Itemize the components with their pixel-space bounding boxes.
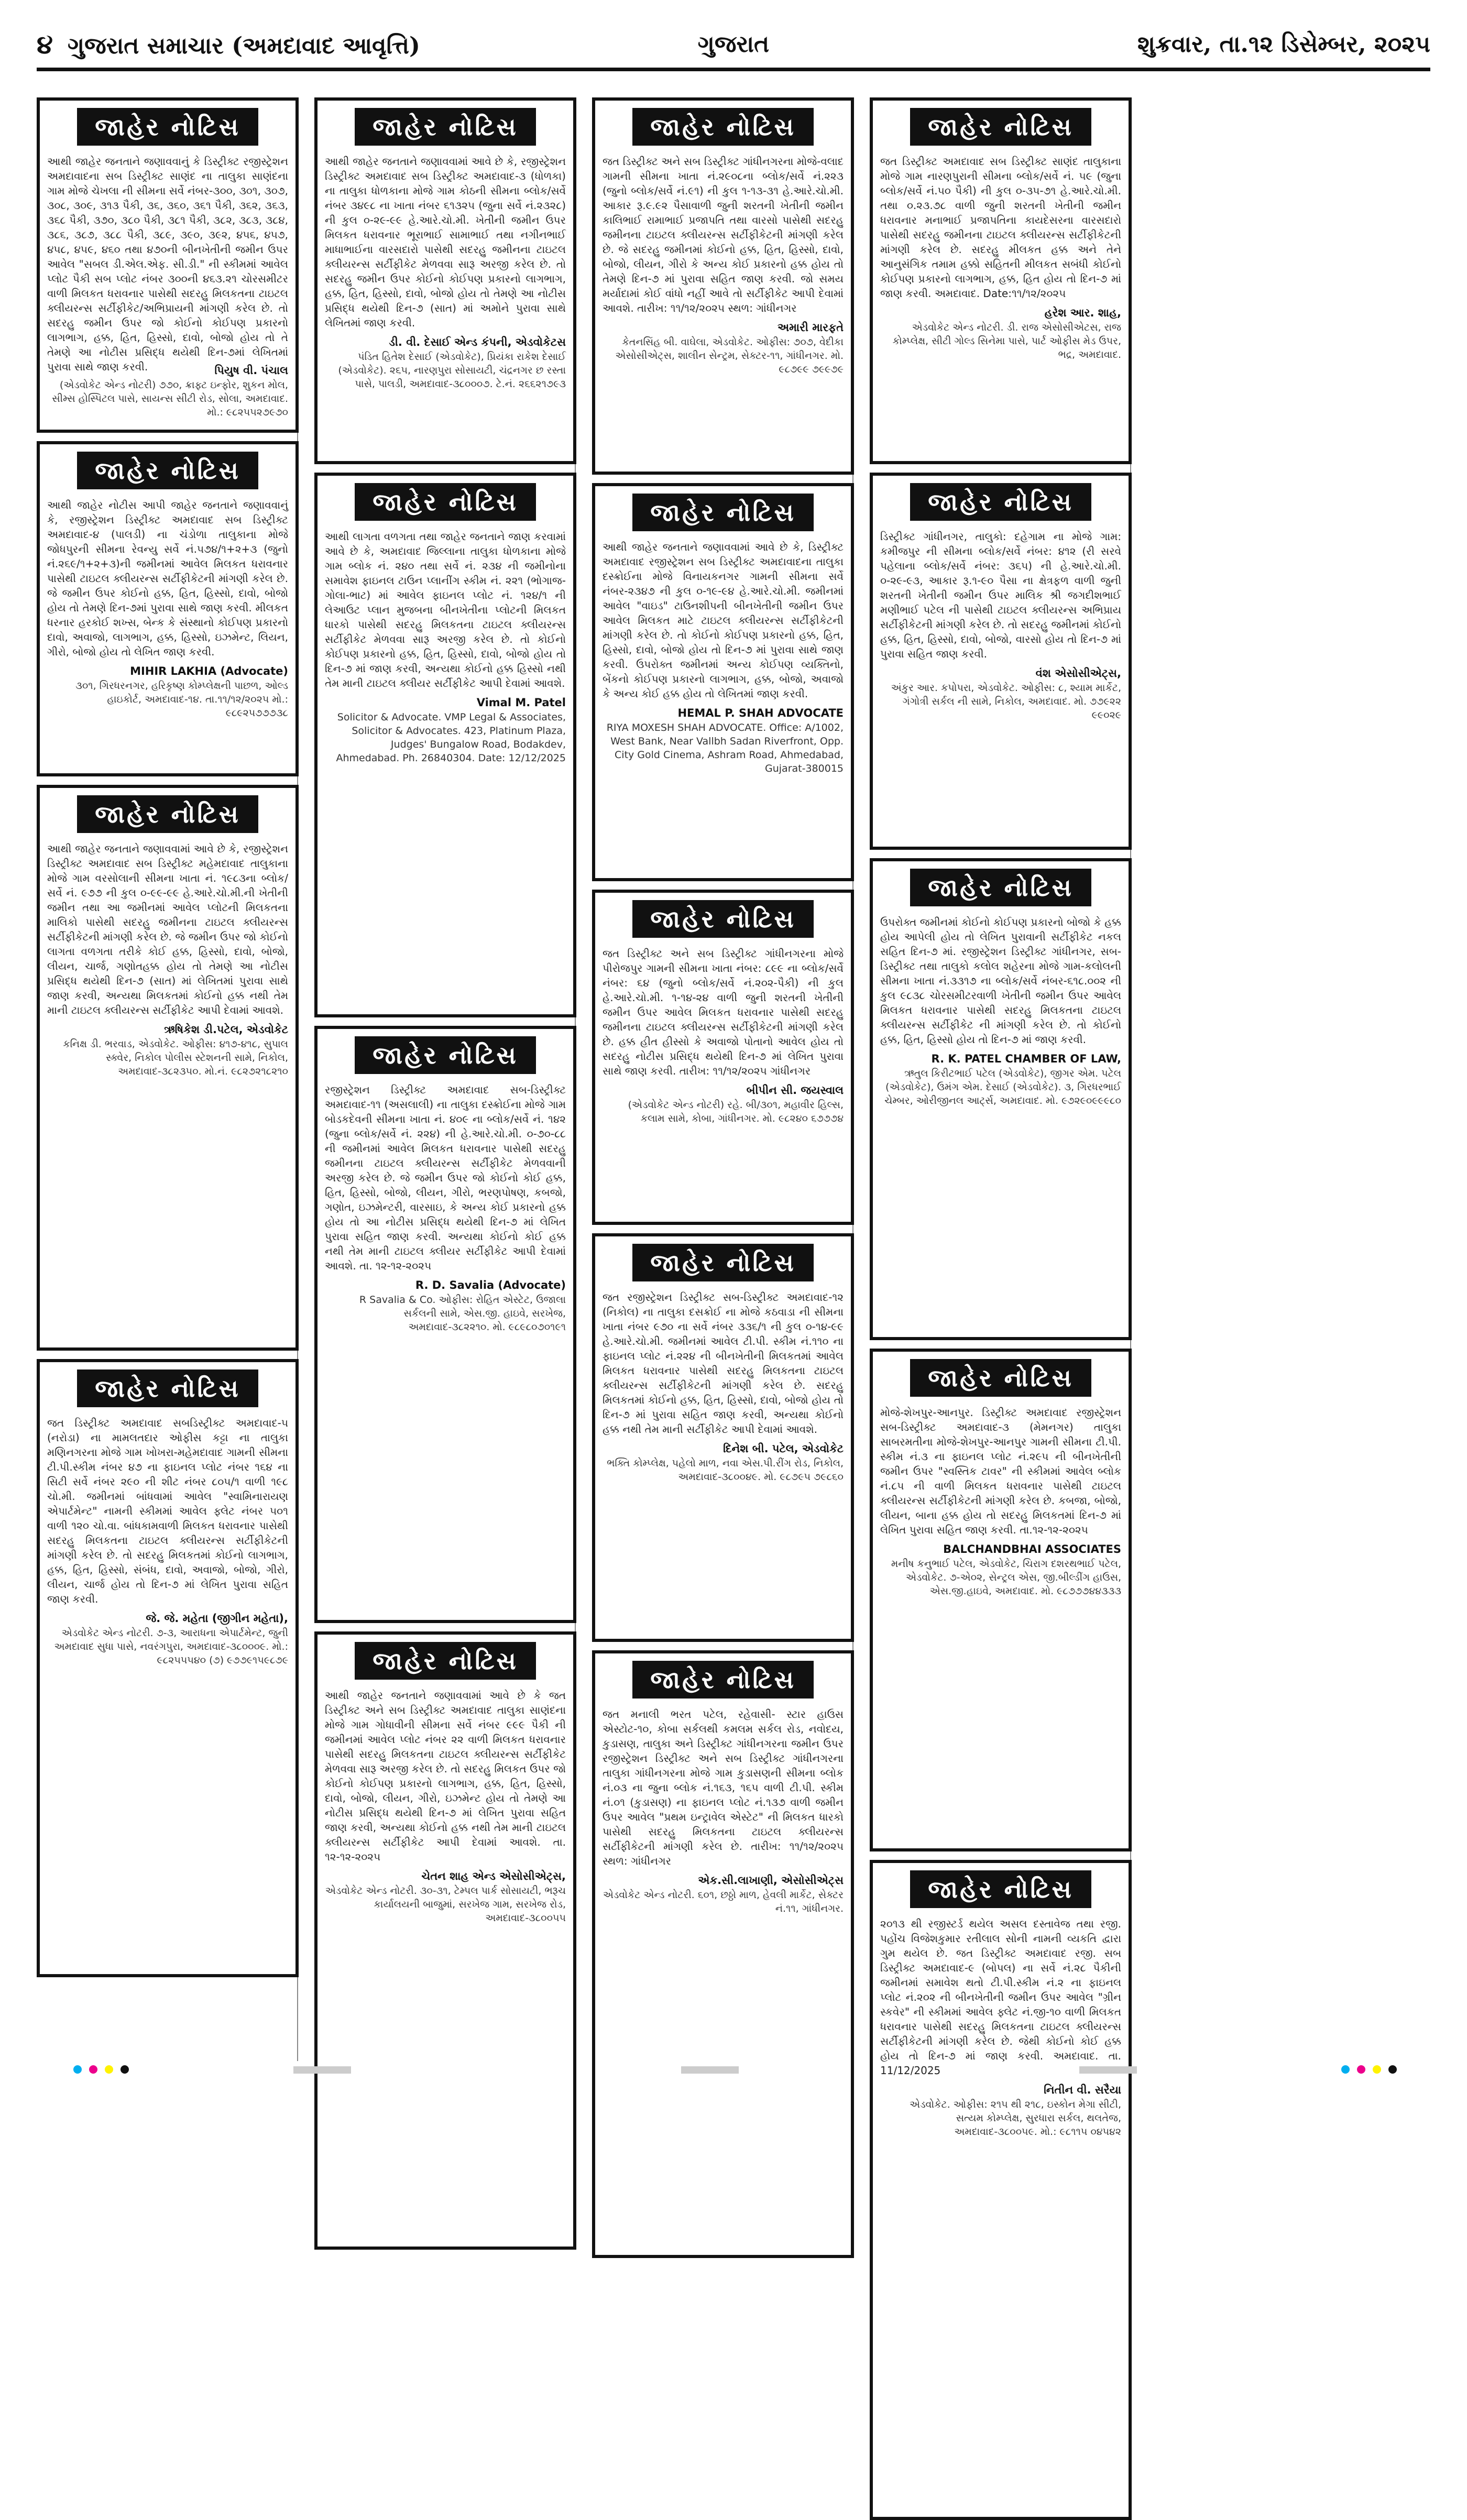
cyan-mark: [73, 2065, 82, 2074]
public-notice: [592, 1233, 854, 1642]
notice-heading-label: જાહેર નોટિસ: [77, 108, 258, 146]
notice-body: ઉપરોક્ત જમીનમાં કોઈનો કોઈપણ પ્રકારનો બોજો કે હક્ક હોય આપેલી હોય તો લેખિત પુરાવાની સર્ટીફીકેટ નકલ સહિત દિન-૭ માં. રજીસ્ટ્રેશન ડિસ્ટ્રીક્ટ ગાંધીનગર, સબ-ડિસ્ટ્રીક્ટ તથા તાલુકો કલોલ શહેરના મોજે ગામ-કલોલની સીમના ખાતા નં.૩૩૧૭ ના બ્લોક/સર્વે નંબર-૬૧૮.૦૦૨ ની કુલ ૯૮૩૮ ચોરસમીટરવાળી ખેતીની જમીન ઉપર આવેલ મિલકત ધરાવનાર પાસેથી સદરહુ મિલકતના ટાઇટલ ક્લીયરન્સ સર્ટીફીકેટ ની માંગણી કરેલ છે. તો કોઈનો હક્ક, હિત, હિસ્સો હોય તો દિન-૭ માં જાણ કરવી.: [880, 916, 1125, 1046]
public-notice: [870, 473, 1132, 850]
notice-signatory-address: કેતનસિંહ બી. વાઘેલા, એડવોકેટ. ઓફીસ: ૭૦૭, વેદીકા એસોસીએટ્સ, શાલીન સેન્ટ્રમ, સેક્ટર-૧૧, ગાંધીનગર. મો. ૯૮૭૯૯ ૭૯૯૭૯: [615, 336, 844, 375]
notice-body: આથી જાહેર નોટીસ આપી જાહેર જનતાને જણાવવાનું કે, રજીસ્ટ્રેશન ડિસ્ટ્રીક્ટ અમદાવાદ સબ ડિસ્ટ્રીક્ટ અમદાવાદ-૪ (પાલડી) ના ચંડોળા તાલુકાના મોજે જોધપુરની સીમના રેવન્યુ સર્વે નં.૫૭૪/૧+૨+૩ (જુનો નં.૨૬૯/૧+૨+૩)ની જમીનમાં આવેલ મિલકત ધરાવનાર પાસેથી ટાઇટલ ક્લીયરન્સ સર્ટીફીકેટની માંગણી કરેલ છે. જે જમીન ઉપર કોઈનો હક્ક, હિત, હિસ્સો, દાવો, બોજો હોય તો તેમણે દિન-૭માં પુરાવા સાથે જાણ કરવી. મીલકત ધરનાર હરકોઈ શખ્સ, બેન્ક કે સંસ્થાનો કોઈપણ પ્રકારનો દાવો, અવાજો, લાગભાગ, હક્ક, હિસ્સો, ઇઝમેન્ટ, લિયન, ગીરો, બોજો હોય તો લેખિત જાણ કરવી.: [47, 499, 292, 658]
notice-body: આથી જાહેર જનતાને જણાવવામાં આવે છે કે, રજીસ્ટ્રેશન ડિસ્ટ્રીક્ટ અમદાવાદ સબ ડિસ્ટ્રીક્ટ મહેમદાવાદ તાલુકાના મોજે ગામ વરસોલાની સીમના ખાતા નં. ૧૯૮૩ના બ્લોક/સર્વે નં. ૯૭૭ ની કુલ ૦-૯૯-૯૯ હે.આરે.ચો.મી.ની ખેતીની જમીન તથા આ જમીનમાં આવેલ પ્લોટની મિલકતના માલિકો પાસેથી સદરહુ જમીનના ટાઇટલ ક્લીયરન્સ સર્ટીફીકેટની માંગણી કરેલ છે. જે જમીન ઉપર જો કોઈનો લાગતા વળગતા તરીકે કોઈ હક્ક, હિસ્સો, દાવો, બોજો, લીયન, ચાર્જ, ગણોતહક્ક હોય તો તેમણે આ નોટીસ પ્રસિદ્ધ થયેથી દિન-૭ (સાત) માં લેખિતમાં પુરાવા સાથે જાણ કરવી, અન્યથા મિલકતમાં કોઈનો હક્ક નથી તેમ માની ટાઇટલ ક્લીયરન્સ સર્ટીફીકેટ આપી દેવામાં આવશે.: [47, 842, 292, 1016]
section-title: ગુજરાત: [697, 31, 770, 58]
public-notice: [37, 785, 299, 1351]
public-notice: [314, 1026, 576, 1623]
column-2: [314, 97, 576, 2061]
notice-signatory-address: અંકુર આર. કપોપરા, એડવોકેટ. ઓફીસ: ૮, શ્યામ માર્કેટ, ગંગોત્રી સર્કલ ની સામે, નિકોલ, અમદાવાદ. મો. ૭૭૯૨૨ ૯૯૦૨૯: [891, 682, 1121, 721]
notice-body: આથી જાહેર જનતાને જણાવવામાં આવે છે કે, રજીસ્ટ્રેશન ડિસ્ટ્રીક્ટ અમદાવાદ સબ ડિસ્ટ્રીક્ટ અમદાવાદ-૩ (ધોળકા) ના તાલુકા ધોળકાના મોજે ગામ કોઠની સીમના બ્લોક/સર્વે નંબર ૩૪૯૮ ના ખાતા નંબર ૬૧૩૨૫ (જુના સર્વે નં.૨૩૨૮) ની કુલ ૦-૨૯-૯૯ હે.આરે.ચો.મી. ખેતીની જમીન ઉપર મિલકત ધરાવનાર ભૂરાભાઈ સામાભાઈ તથા નગીનભાઈ માધાભાઈના વારસદારો પાસેથી સદરહુ જમીનના ટાઇટલ ક્લીયરન્સ સર્ટીફીકેટ મેળવવા સારૂ અરજી કરેલ છે. તો સદરહુ જમીન ઉપર કોઈનો કોઈપણ પ્રકારનો લાગભાગ, હક્ક, હિત, હિસ્સો, દાવો, બોજો હોય તો તેમણે આ નોટીસ પ્રસિદ્ધ થયેથી દિન-૭ (સાત) માં અમોને પુરાવા સાથે લેખિતમાં જાણ કરવી.: [325, 155, 570, 329]
public-notice: [870, 1349, 1132, 1851]
yellow-mark: [105, 2065, 113, 2074]
page-number: ૪: [37, 29, 53, 60]
notice-signatory-address: પંડિત હિતેશ દેસાઈ (એડવોકેટ), પ્રિયંકા રાકેશ દેસાઈ (એડવોકેટ). ૨૬૫, નારણપુરા સોસાયટી, ચંદ્રનગર છ રસ્તા પાસે, પાલડી, અમદાવાદ-૩૮૦૦૦૭. ટે.નં. ૨૬૬૨૧૭૯૩: [338, 351, 566, 390]
gray-strip: [293, 2066, 351, 2074]
notice-heading-label: જાહેર નોટિસ: [77, 795, 258, 833]
notice-heading: [880, 108, 1121, 149]
notice-signatory-address: એડવોકેટ એન્ડ નોટરી. ૩૦-૩૧, ટેમ્પલ પાર્ક સોસાયટી, ભરૂચ કાર્યાલયની બાજુમાં, સરખેજ ગામ, સરખેજ રોડ, અમદાવાદ-૩૮૦૦૫૫: [325, 1885, 566, 1924]
notice-heading: [47, 795, 288, 836]
notice-signatory-address: ૩૦૧, ગિરધરનગર, હરિકૃષ્ણ કોમ્પ્લેક્ષની પાછળ, ઓલ્ડ હાઇકોર્ટ, અમદાવાદ-૧૪. તા.૧૧/૧૨/૨૦૨૫ મો.: ૯૮૯૨૫૭૭૭૩૮: [75, 680, 288, 719]
public-notice: [592, 483, 854, 881]
notice-body: આથી જાહેર જનતાને જણાવવામાં આવે છે કે, ડિસ્ટ્રીક્ટ અમદાવાદ રજીસ્ટ્રેશન સબ ડિસ્ટ્રીક્ટ અમદાવાદના તાલુકા દસ્ક્રોઈના મોજે વિનાયકનગર ગામની સીમના સર્વે નંબર-૨૩૪૭ ની કુલ ૦-૧૯-૯૪ હે.આરે.ચો.મી. જમીનમાં આવેલ "વાઇડ" ટાઉનશીપની બીનખેતીની જમીન ઉપર આવેલ મિલકત માટે ટાઇટલ ક્લીયરન્સ સર્ટીફીકેટની માંગણી કરેલ છે. તો કોઈનો કોઈપણ પ્રકારનો હક્ક, હિત, હિસ્સો, દાવો, બોજો હોય તો દિન-૭ માં પુરાવા સાથે જાણ કરવી. ઉપરોક્ત જમીનમાં અન્ય કોઈપણ વ્યક્તિનો, બેંકનો કોઈપણ પ્રકારનો લાગભાગ, હક્ક, બોજો, અવાજો કે અન્ય કોઈ હક્ક હોય તો લેખિતમાં જાણ કરવી.: [603, 541, 847, 700]
notice-heading: [603, 1244, 844, 1285]
public-notice: [37, 97, 299, 433]
notice-heading-label: જાહેર નોટિસ: [355, 1036, 536, 1074]
notice-signatory: હરેશ આર. શાહ,: [1044, 306, 1121, 319]
notice-signatory-address: R Savalia & Co. ઓફીસ: રોહિત એસ્ટેટ, ઉજાલા સર્કલની સામે, એસ.જી. હાઇવે, સરખેજ, અમદાવાદ-૩૮૨૨૧૦. મો. ૯૮૯૮૦૭૦૧૯૧: [359, 1294, 566, 1333]
notice-signatory: R. K. PATEL CHAMBER OF LAW,: [931, 1053, 1121, 1065]
notice-heading: [325, 483, 566, 524]
notice-body: મોજે-શેખપુર-આનપુર. ડિસ્ટ્રીક્ટ અમદાવાદ રજીસ્ટ્રેશન સબ-ડિસ્ટ્રીક્ટ અમદાવાદ-૩ (મેમનગર) તાલુકા સાબરમતીના મોજે-શેખપુર-આનપુર ગામની સીમના ટી.પી. સ્કીમ નં.૩ ના ફાઇનલ પ્લોટ નં.૨૯૫ ની બીનખેતીની જમીન ઉપર "સ્વસ્તિક ટાવર" ની સ્કીમમાં આવેલ બ્લોક નં.૮૫ ની વાળી મિલકત ધરાવનાર પાસેથી ટાઇટલ ક્લીયરન્સ સર્ટીફીકેટની માંગણી કરેલ છે. કબજા, બોજો, લીયન, બાના હક્ક હોય તો સદરહુ મિલકતમાં દિન-૭ માં લેખિત પુરાવા સહિત જાણ કરવી. તા.૧૨-૧૨-૨૦૨૫: [880, 1406, 1125, 1536]
notice-heading: [325, 1642, 566, 1683]
notice-signatory-address: RIYA MOXESH SHAH ADVOCATE. Office: A/1002, West Bank, Near Vallbh Sadan Riverfront, Opp. City Gold Cinema, Ashram Road, Ahmedabad, Gujarat-380015: [606, 722, 844, 774]
notice-heading-label: જાહેર નોટિસ: [355, 1642, 536, 1680]
notice-heading: [603, 900, 844, 941]
notice-signatory-address: એડવોકેટ એન્ડ નોટરી. ૬૦૧, છઠ્ઠો માળ, હેવલી માર્કેટ, સેક્ટર નં.૧૧, ગાંધીનગર.: [603, 1889, 844, 1914]
notice-body: જત મનાલી ભરત પટેલ, રહેવાસી- સ્ટાર હાઉસ એસ્ટોટ-૧૦, કોબા સર્કલથી કમલમ સર્કલ રોડ, નવોદય, કુડાસણ, તાલુકા અને ડિસ્ટ્રીક્ટ ગાંધીનગરના જમીન ઉપર રજીસ્ટ્રેશન ડિસ્ટ્રીક્ટ અને સબ ડિસ્ટ્રીક્ટ ગાંધીનગરના તાલુકા ગાંધીનગરના મોજે ગામ કુડાસણની સીમના બ્લોક નં.૦૩ ના જુના બ્લોક નં.૧૬૩, ૧૬૫ વાળી ટી.પી. સ્કીમ નં.૦૧ (કુડાસણ) ના ફાઇનલ પ્લોટ નં.૧૩૭ વાળી જમીન ઉપર આવેલ "પ્રથમ ઇન્ટ્રાવેલ એસ્ટેટ" ની મિલકત ધારકો પાસેથી સદરહુ મિલકતના ટાઇટલ ક્લીયરન્સ સર્ટીફીકેટની માંગણી કરેલ છે. તારીખ: ૧૧/૧૨/૨૦૨૫ સ્થળ: ગાંધીનગર: [603, 1708, 847, 1867]
notice-body: જત ડિસ્ટ્રીક્ટ અને સબ ડિસ્ટ્રીક્ટ ગાંધીનગરના મોજે-વલાદ ગામની સીમના ખાતા નં.૨૯૦૮ના બ્લોક/સર્વે નં.૨૨૩ (જુનો બ્લોક/સર્વે નં.૯૧) ની કુલ ૧-૧૩-૩૧ હે.આરે.ચો.મી. આકાર રૂ.૯.૯૨ પૈસાવાળી જુની શરતની ખેતીની જમીન કાલિભાઈ રામાભાઈ પ્રજાપતિ તથા વારસો પાસેથી સદરહુ જમીનના ટાઇટલ ક્લીયરન્સ સર્ટીફીકેટની માંગણી કરેલ છે. જે સદરહુ જમીનમાં કોઈનો હક્ક, હિત, હિસ્સો, દાવો, બોજો, લીયન, ગીરો કે અન્ય કોઈ પ્રકારનો હક્ક હોય તો તેમણે દિન-૭ માં પુરાવા સહિત જાણ કરવી. જો સમય મર્યાદામાં કોઈ વાંધો નહીં આવે તો સર્ટીફીકેટ આપી દેવામાં આવશે. તારીખ: ૧૧/૧૨/૨૦૨૫ સ્થળ: ગાંધીનગર: [603, 155, 847, 314]
notice-body: જત ડિસ્ટ્રીક્ટ અમદાવાદ સબડિસ્ટ્રીક્ટ અમદાવાદ-૫ (નરોડા) ના મામલતદાર ઓફીસ કટ્ટા ના તાલુકા મણિનગરના મોજે ગામ ખોખરા-મહેમદાવાદ ગામની સીમના ટી.પી.સ્કીમ નંબર ૪૭ ના ફાઇનલ પ્લોટ નંબર ૧૬૪ ના સિટી સર્વે નંબર ૨૯૦ ની શીટ નંબર ૮૦૫/૧ વાળી ૧૯૮ ચો.મી. જમીનમાં બાંધવામાં આવેલ "સ્વામિનારાયણ એપાર્ટમેન્ટ" નામની સ્કીમમાં આવેલ ફ્લેટ નંબર ૫૦૧ વાળી ૧૨૦ ચો.વા. બાંધકામવાળી મિલકત ધરાવનાર પાસેથી સદરહુ મિલકતના ટાઇટલ ક્લીયરન્સ સર્ટીફીકેટની માંગણી કરેલ છે. તો સદરહુ મિલકતમાં કોઈનો લાગભાગ, હક્ક, હિત, હિસ્સો, સંબંધ, દાવો, અવાજો, બોજો, ગીરો, લીયન, ચાર્જ હોય તો દિન-૭ માં લેખિત પુરાવા સહિત જાણ કરવી.: [47, 1417, 292, 1605]
notice-signatory: R. D. Savalia (Advocate): [415, 1279, 566, 1291]
notice-heading: [47, 1369, 288, 1410]
notice-signatory: પિયુષ વી. પંચાલ: [214, 364, 288, 377]
notice-signatory-address: (એડવોકેટ એન્ડ નોટરી) રહે. બી/૩૦૧, મહાવીર હિલ્સ, કલામ સામે, કોબા, ગાંધીનગર. મો. ૯૮૨૪૦ ૬૭૭૭૪: [628, 1099, 844, 1124]
notice-body: ડિસ્ટ્રીક્ટ ગાંધીનગર, તાલુકો: દહેગામ ના મોજે ગામ: કમીજપુર ની સીમના બ્લોક/સર્વે નંબર: ૪૧૨ (રી સરવે પહેલાના બ્લોક/સર્વે નંબર: ૩૬૫) ની હે.આરે.ચો.મી. ૦-૨૯-૯૩, આકાર રૂ.૧-૯૦ પૈસા ના ક્ષેત્રફળ વાળી જુની શરતની ખેતીની જમીન ઉપર માલિક શ્રી જગદીશભાઈ મણીભાઈ પટેલ ની પાસેથી ટાઇટલ ક્લીયરન્સ અભિપ્રાય સર્ટીફીકેટની માંગણી કરેલ છે. તો સદરહુ જમીનમાં કોઈનો હક્ક, હિત, હિસ્સો, દાવો, બોજો, વારસો હોય તો દિન-૭ માં પુરાવા સહિત જાણ કરવી.: [880, 530, 1125, 660]
notice-signatory: BALCHANDBHAI ASSOCIATES: [943, 1543, 1121, 1555]
magenta-mark: [89, 2065, 97, 2074]
notice-signatory: વંશ એસોસીએટ્સ,: [1035, 667, 1121, 680]
notice-heading-label: જાહેર નોટિસ: [910, 869, 1091, 906]
notice-signatory: દિનેશ બી. પટેલ, એડવોકેટ: [723, 1442, 844, 1455]
public-notice: [592, 890, 854, 1225]
issue-date: શુક્રવાર, તા.૧૨ ડિસેમ્બર, ૨૦૨૫: [1137, 31, 1430, 58]
notice-signatory: અમારી મારફતે: [777, 321, 844, 334]
column-4: [870, 97, 1132, 2138]
notice-heading: [47, 452, 288, 492]
notice-signatory: એક.સી.લાખાણી, એસોસીએટ્સ: [698, 1874, 844, 1887]
notice-heading-label: જાહેર નોટિસ: [632, 1661, 814, 1699]
registration-marks: [0, 2063, 1467, 2077]
notice-heading: [880, 1359, 1121, 1400]
notice-heading-label: જાહેર નોટિસ: [632, 108, 814, 146]
yellow-mark: [1373, 2065, 1381, 2074]
notice-heading-label: જાહેર નોટિસ: [910, 483, 1091, 521]
black-mark: [121, 2065, 129, 2074]
notice-heading-label: જાહેર નોટિસ: [632, 494, 814, 531]
notice-heading-label: જાહેર નોટિસ: [77, 452, 258, 489]
notice-signatory: જે. જે. મહેતા (જીગીન મહેતા),: [146, 1612, 288, 1625]
notice-signatory: HEMAL P. SHAH ADVOCATE: [677, 707, 844, 719]
notice-signatory: બીપીન સી. જયસ્વાલ: [746, 1084, 844, 1097]
notice-heading-label: જાહેર નોટિસ: [77, 1369, 258, 1407]
notice-heading: [603, 494, 844, 534]
notice-signatory-address: (એડવોકેટ એન્ડ નોટરી) ૭૭૦, ક્રાફ્ટ ઇન્ફોર, શુકન મોલ, સીમ્સ હોસ્પિટલ પાસે, સાયન્સ સીટી રોડ, સોલા, અમદાવાદ. મો.: ૯૮૨૫૫૨૭૯૭૦: [52, 379, 288, 418]
notice-signatory-address: એડવોકેટ એન્ડ નોટરી. ૭-૩, આરાધના એપાર્ટમેન્ટ, જુની અમદાવાદ સુધા પાસે, નવરંગપુરા, અમદાવાદ-૩૮૦૦૦૯. મો.: ૯૮૨૫૫૫૪૦ (૭) ૯૭૭૯૧૫૯૮૭૯: [54, 1627, 288, 1666]
notice-signatory-address: ભક્તિ કોમ્પ્લેક્ષ, પહેલો માળ, નવા એસ.પી.રીંગ રોડ, નિકોલ, અમદાવાદ-૩૮૦૦૪૯. મો. ૯૮૭૯૫ ૭૯૮૬૦: [607, 1458, 844, 1483]
public-notice: [314, 97, 576, 464]
notice-signatory-address: મનીષ કનુભાઈ પટેલ, એડવોકેટ, ચિરાગ દશરથભાઈ પટેલ, એડવોકેટ. ૭-એ૦૨, સેન્ટ્રલ એસ, જી.બીલ્ડીંગ હાઉસ, એસ.જી.હાઇવે, અમદાવાદ. મો. ૯૮૭૭૭૪૪૩૩૩: [891, 1558, 1121, 1597]
notice-heading-label: જાહેર નોટિસ: [910, 108, 1091, 146]
notice-heading-label: જાહેર નોટિસ: [910, 1359, 1091, 1397]
public-notice: [592, 97, 854, 475]
notice-heading-label: જાહેર નોટિસ: [632, 900, 814, 938]
notice-heading: [603, 108, 844, 149]
notice-heading-label: જાહેર નોટિસ: [355, 483, 536, 521]
magenta-mark: [1357, 2065, 1365, 2074]
notice-body: જત ડિસ્ટ્રીક્ટ અમદાવાદ સબ ડિસ્ટ્રીક્ટ સાણંદ તાલુકાના મોજે ગામ નારણપુરાની સીમના બ્લોક/સર્વે નં. ૫૯ (જુના બ્લોક/સર્વે નં.૫૦ પૈકી) ની કુલ ૦-૩૫-૭૧ હે.આરે.ચો.મી. તથા ૦.૨૩.૭૮ વાળી જુની શરતની ખેતીની જમીન ધરાવનાર મનાભાઈ પ્રજાપતિના કાયદેસરના વારસદારો પાસેથી સદરહુ જમીનના ટાઇટલ ક્લીયરન્સ સર્ટીફીકેટની માંગણી કરેલ છે. સદરહુ મીલકત હક્ક અને તેને આનુસંગિક તમામ હક્કો સહિતની મીલકત સબંધી કોઈનો કોઈપણ પ્રકારનો લાગભાગ, હક્ક, હિત હોય તો દિન-૭ માં જાણ કરવી. અમદાવાદ. Date:૧૧/૧૨/૨૦૨૫: [880, 155, 1125, 300]
notice-heading: [880, 483, 1121, 524]
public-notice: [37, 1359, 299, 1977]
notice-heading-label: જાહેર નોટિસ: [910, 1870, 1091, 1908]
notice-heading: [325, 108, 566, 149]
notice-heading-label: જાહેર નોટિસ: [355, 108, 536, 146]
public-notice: [314, 1631, 576, 2250]
notice-signatory-address: એડવોકેટ. ઓફીસ: ૨૧૫ થી ૨૧૮, ઇસ્કોન મેગા સીટી, સત્યમ કોમ્પ્લેક્ષ, સુરધારા સર્કલ, થલતેજ, અમદાવાદ-૩૮૦૦૫૯. મો.: ૯૮૧૧૫ ૦૪૫૪૨: [910, 2099, 1121, 2138]
column-3: [592, 97, 854, 2061]
notice-signatory: MIHIR LAKHIA (Advocate): [130, 665, 288, 677]
gray-strip: [1079, 2066, 1137, 2074]
notice-body: ૨૦૧૩ થી રજીસ્ટર્ડ થયેલ અસલ દસ્તાવેજ તથા રજી. પહોંચ વિજેશકુમાર રતીલાલ સોની નામની વ્યકતિ દ્વારા ગુમ થયેલ છે. જત ડિસ્ટ્રીક્ટ અમદાવાદ રજી. સબ ડિસ્ટ્રીક્ટ અમદાવાદ-૯ (બોપલ) ના સર્વે નં.૨૮ પૈકીની જમીનમાં સમાવેશ થતો ટી.પી.સ્કીમ નં.૨ ના ફાઇનલ પ્લોટ નં.૨૦૨ ની બીનખેતીની જમીન ઉપર આવેલ "ગ્રીન સ્કવેર" ની સ્કીમમાં આવેલ ફ્લેટ નં.જી-૧૦ વાળી મિલકત ધરાવનાર પાસેથી સદરહુ મિલકતના ટાઇટલ ક્લીયરન્સ સર્ટીફીકેટની માંગણી કરેલ છે. જેથી કોઈનો કોઈ હક્ક હોય તો દિન-૭ માં જાણ કરવી. અમદાવાદ. તા. 11/12/2025: [880, 1918, 1125, 2077]
notice-signatory-address: કનિક્ષ ડી. ભરવાડ, એડવોકેટ. ઓફીસ: ૪૧૭-૪૧૮, સુપાલ સ્ક્વેર, નિકોલ પોલીસ સ્ટેશનની સામે, નિકોલ, અમદાવાદ-૩૮૨૩૫૦. મો.નં. ૯૮૨૭૨૧૮૨૧૦: [63, 1038, 288, 1077]
notice-body: આથી જાહેર જનતાને જણાવવાનું કે ડિસ્ટ્રીક્ટ રજીસ્ટ્રેશન અમદાવાદના સબ ડિસ્ટ્રીક્ટ સાણંદ ના તાલુકા સાણંદના ગામ મોજે ચેખલા ની સીમના સર્વે નંબર-૩૦૦, ૩૦૧, ૩૦૭, ૩૦૮, ૩૦૯, ૩૧૩ પૈકી, ૩૬, ૩૬૦, ૩૬૧ પૈકી, ૩૬૨, ૩૬૩, ૩૬૮ પૈકી, ૩૭૦, ૩૮૦ પૈકી, ૩૮૧ પૈકી, ૩૮૨, ૩૮૩, ૩૮૪, ૩૮૬, ૩૮૭, ૩૮૮ પૈકી, ૩૮૯, ૩૯૦, ૩૯૨, ૪૫૬, ૪૫૭, ૪૫૮, ૪૫૯, ૪૬૦ તથા ૪૭૦ની બીનખેતીની જમીન ઉપર આવેલ "સબલ ડી.એલ.એફ. સી.ડી." ની સ્કીમમાં આવેલ પ્લોટ પૈકી સબ પ્લોટ નંબર ૩૦૦ની ૪૬૩.૨૧ ચોરસમીટર વાળી મિલકત ધરાવનાર પાસેથી સદરહુ મિલકતના ટાઇટલ ક્લીયરન્સ સર્ટીફીકેટ/અભિપ્રાયની માંગણી કરેલ છે. તો સદરહુ જમીન ઉપર જો કોઈનો કોઈપણ પ્રકારનો લાગભાગ, હક્ક, હિત, હિસ્સો, દાવો, બોજો હોય તો તે તેમણે આ નોટીસ પ્રસિદ્ધ થયેથી દિન-૭માં લેખિતમાં પુરાવા સાથે જાણ કરવી.: [47, 155, 292, 373]
notice-heading-label: જાહેર નોટિસ: [632, 1244, 814, 1281]
notice-body: રજીસ્ટ્રેશન ડિસ્ટ્રીક્ટ અમદાવાદ સબ-ડિસ્ટ્રીક્ટ અમદાવાદ-૧૧ (અસલાલી) ના તાલુકા દસ્ક્રોઈના મોજે ગામ બોડકદેવની સીમના ખાતા નં. ૪૦૯ ના બ્લોક/સર્વે નં. ૧૪૨ (જુના બ્લોક/સર્વે નં. ૨૨૪) ની હે.આરે.ચો.મી. ૦-૭૦-૮૮ ની જમીનમાં આવેલ મિલકત ધરાવનાર પાસેથી સદરહુ જમીનના ટાઇટલ ક્લીયરન્સ સર્ટીફીકેટ મેળવવાની અરજી કરેલ છે. જે જમીન ઉપર જો કોઈનો કોઈ હક્ક, હિત, હિસ્સો, બોજો, લીયન, ગીરો, ભરણપોષણ, કબજો, ગણોત, ઇઝમેન્ટરી, વારસાઇ, કે અન્ય કોઈ પ્રકારનો હક્ક હોય તો આ નોટીસ પ્રસિદ્ધ થયેથી દિન-૭ માં લેખિત પુરાવા સહિત જાણ કરવી. અન્યથા કોઈનો કોઈ હક્ક નથી તેમ માની ટાઇટલ ક્લીયર સર્ટીફીકેટ આપી દેવામાં આવશે. તા. ૧૨-૧૨-૨૦૨૫: [325, 1083, 570, 1272]
cyan-mark: [1341, 2065, 1350, 2074]
gray-strip: [681, 2066, 739, 2074]
notice-heading: [325, 1036, 566, 1077]
public-notice: [37, 441, 299, 776]
column-1: [37, 97, 299, 2061]
notice-signatory: Vimal M. Patel: [476, 696, 566, 709]
notice-signatory-address: Solicitor & Advocate. VMP Legal & Associates, Solicitor & Advocates. 423, Platinum Plaza, Judges' Bungalow Road, Bodakdev, Ahmedabad. Ph. 26840304. Date: 12/12/2025: [336, 711, 566, 764]
notice-heading: [603, 1661, 844, 1702]
public-notice: [870, 858, 1132, 1340]
notice-signatory: ઋષિકેશ ડી.પટેલ, એડવોકેટ: [164, 1023, 288, 1036]
notice-body: જત રજીસ્ટ્રેશન ડિસ્ટ્રીક્ટ સબ-ડિસ્ટ્રીક્ટ અમદાવાદ-૧૨ (નિકોલ) ના તાલુકા દસક્રોઈ ના મોજે કઠવાડા ની સીમના ખાતા નંબર ૯૭૦ ના સર્વે નંબર ૩૩૬/૧ ની કુલ ૦-૧૪-૯૯ હે.આરે.ચો.મી. જમીનમાં આવેલ ટી.પી. સ્કીમ નં.૧૧૦ ના ફાઇનલ પ્લોટ નં.૨૨૪ ની બીનખેતીની મિલકતમાં આવેલ મિલકત ધરાવનાર પાસેથી સદરહુ મિલકતના ટાઇટલ ક્લીયરન્સ સર્ટીફીકેટની માંગણી કરેલ છે. સદરહુ મિલકતમાં કોઈનો હક્ક, હિત, હિસ્સો, દાવો, બોજો હોય તો દિન-૭ માં પુરાવા સહિત જાણ કરવી, અન્યથા કોઈનો હક્ક નથી તેમ માની સર્ટીફીકેટ આપી દેવામાં આવશે.: [603, 1291, 847, 1436]
notice-body: જત ડિસ્ટ્રીક્ટ અને સબ ડિસ્ટ્રીક્ટ ગાંધીનગરના મોજે પીરોજપુર ગામની સીમના ખાતા નંબર: ૮૯૯ ના બ્લોક/સર્વે નંબર: ૬૪ (જુનો બ્લોક/સર્વે નં.૨૦૨-પૈકી) ની કુલ હે.આરે.ચો.મી. ૧-૧૪-૨૪ વાળી જુની શરતની ખેતીની જમીન ઉપર આવેલ મિલકત ધરાવનાર પાસેથી સદરહુ જમીનના ટાઇટલ ક્લીયરન્સ સર્ટીફીકેટની માંગણી કરેલ છે. હક્ક હીત હીસ્સો કે અવાજો પોતાનો આવેલ હોય તો સદરહુ નોટીસ પ્રસિદ્ધ થયેથી દિન-૭ માં લેખિત પુરાવા સાથે જાણ કરવી. તારીખ: ૧૧/૧૨/૨૦૨૫ ગાંધીનગર: [603, 947, 847, 1077]
paper-name: ગુજરાત સમાચાર (અમદાવાદ આવૃત્તિ): [68, 32, 420, 59]
notice-heading: [880, 1870, 1121, 1911]
masthead: [37, 23, 1430, 71]
public-notice: [870, 97, 1132, 464]
notice-body: આથી જાહેર જનતાને જણાવવામાં આવે છે કે જત ડિસ્ટ્રીક્ટ અને સબ ડિસ્ટ્રીક્ટ અમદાવાદ તાલુકા સાણંદના મોજે ગામ ગોધાવીની સીમના સર્વે નંબર ૯૯૯ પૈકી ની જમીનમાં આવેલ પ્લોટ નંબર ૨૨ વાળી મિલકત ધરાવનાર પાસેથી સદરહુ મિલકતના ટાઇટલ ક્લીયરન્સ સર્ટીફીકેટ મેળવવા સારૂ અરજી કરેલ છે. તો સદરહુ મિલકત ઉપર જો કોઈનો કોઈપણ પ્રકારનો લાગભાગ, હક્ક, હિત, હિસ્સો, દાવો, બોજો, લીયન, ગીરો, ઇઝમેન્ટ હોય તો તેમણે આ નોટીસ પ્રસિદ્ધ થયેથી દિન-૭ માં લેખિત પુરાવા સહિત જાણ કરવી, અન્યથા કોઈનો હક્ક નથી તેમ માની ટાઇટલ ક્લીયરન્સ સર્ટીફીકેટ આપી દેવામાં આવશે. તા. ૧૨-૧૨-૨૦૨૫: [325, 1689, 570, 1863]
notice-body: આથી લાગતા વળગતા તથા જાહેર જનતાને જાણ કરવામાં આવે છે કે, અમદાવાદ જિલ્લાના તાલુકા ધોળકાના મોજે ગામ બ્લોક નં. ૨૪૦ તથા સર્વે નં. ૨૩૪ ની જમીનોના સમાવેશ ફાઇનલ ટાઉન પ્લાનીંગ સ્કીમ નં. ૨૨૧ (ભોગાજ-ગોલા-ભાટ) માં આવેલ ફાઇનલ પ્લોટ નં. ૧૨૪/૧ ની લેઆઉટ પ્લાન મુજબના બીનખેતીના પ્લોટની મિલકત ધારકો પાસેથી સદરહુ મિલકતના ટાઇટલ ક્લીયરન્સ સર્ટીફીકેટ મેળવવા સારૂ અરજી કરેલ છે. તો કોઈનો કોઈપણ પ્રકારનો હક્ક, હિત, હિસ્સો, દાવો, બોજો હોય તો દિન-૭ માં જાણ કરવી, અન્યથા કોઈનો હક્ક હિસ્સો નથી તેમ માની ટાઇટલ ક્લીયર સર્ટીફીકેટ આપી દેવામાં આવશે.: [325, 530, 570, 689]
public-notice: [870, 1860, 1132, 2520]
notice-signatory: નિતીન વી. સરૈયા: [1044, 2084, 1121, 2096]
notice-signatory: ચેતન શાહ એન્ડ એસોસીએટ્સ,: [421, 1870, 566, 1882]
notice-heading: [47, 108, 288, 149]
notice-signatory: ડી. વી. દેસાઈ એન્ડ કંપની, એડવોકેટસ: [389, 336, 566, 348]
notice-signatory-address: ઋતુલ કિરીટભાઈ પટેલ (એડવોકેટ), જીગર એમ. પટેલ (એડવોકેટ), ઉમંગ એમ. દેસાઈ (એડવોકેટ). ૩, ગિરધરભાઈ ચેમ્બર, ઓરીજીનલ આર્ટ્સ, અમદાવાદ. મો. ૯૭૨૯૦૯૯૯૮૦: [884, 1068, 1121, 1106]
public-notice: [592, 1650, 854, 2258]
notice-heading: [880, 869, 1121, 910]
black-mark: [1388, 2065, 1397, 2074]
notice-signatory-address: એડવોકેટ એન્ડ નોટરી. ડી. રાજ એસોસીએટસ, રાજ કોમ્પ્લેક્ષ, સીટી ગોલ્ડ સિનેમા પાસે, પાર્ટ ઓફીસ મેડ ઉપર, ભદ્ર, અમદાવાદ.: [892, 322, 1121, 360]
public-notice: [314, 473, 576, 1017]
